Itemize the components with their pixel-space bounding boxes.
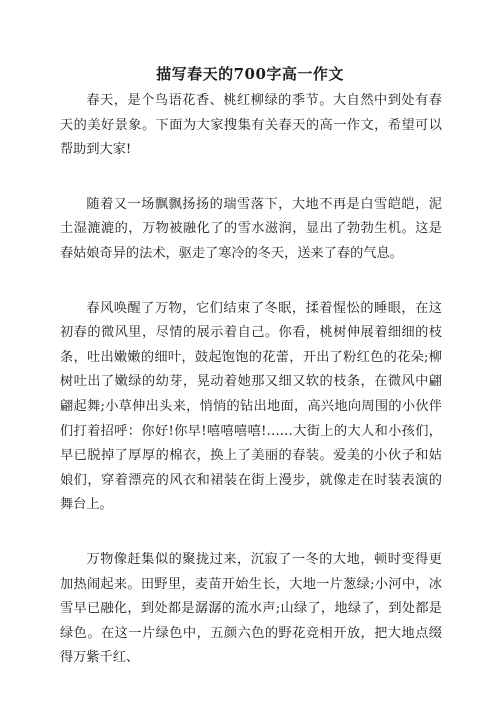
document-title: 描写春天的700字高一作文 [156,65,344,83]
paragraph-lively-earth: 万物像赶集似的聚拢过来，沉寂了一冬的大地，顿时变得更加热闹起来。田野里，麦苗开始生长，大地一片葱绿;小河中，冰雪早已融化，到处都是潺潺的流水声;山绿了，地绿了，到处都是绿色。在这一片绿色中，五颜六色的野花竞相开放，把大地点缀得万紫千红、 [60,551,442,666]
paragraph-spring-breeze: 春风唤醒了万物，它们结束了冬眠，揉着惺忪的睡眼，在这初春的微风里，尽情的展示着自己。你看，桃树伸展着细细的枝条，吐出嫩嫩的细叶，鼓起饱饱的花蕾，开出了粉红色的花朵;柳树吐出了嫩绿的幼芽，晃动着她那又细又软的枝条，在微风中翩翩起舞;小草伸出头来，悄悄的钻出地面，高兴地向周围的小伙伴们打着招呼：你好!你早!嘻嘻嘻嘻!……大街上的大人和小孩们，早已脱掉了厚厚的棉衣，换上了美丽的春装。爱美的小伙子和姑娘们，穿着漂亮的风衣和裙装在街上漫步，就像走在时装表演的舞台上。 [60,300,442,513]
paragraph-snow: 随着又一场飘飘扬扬的瑞雪落下，大地不再是白雪皑皑，泥土湿漉漉的，万物被融化了的雪水滋润，显出了勃勃生机。这是春姑娘奇异的法术，驱走了寒冷的冬天，送来了春的气息。 [60,196,442,261]
paragraph-intro: 春天，是个鸟语花香、桃红柳绿的季节。大自然中到处有春天的美好景象。下面为大家搜集有关春天的高一作文，希望可以帮助到大家! [60,93,442,158]
document-body [60,89,442,671]
